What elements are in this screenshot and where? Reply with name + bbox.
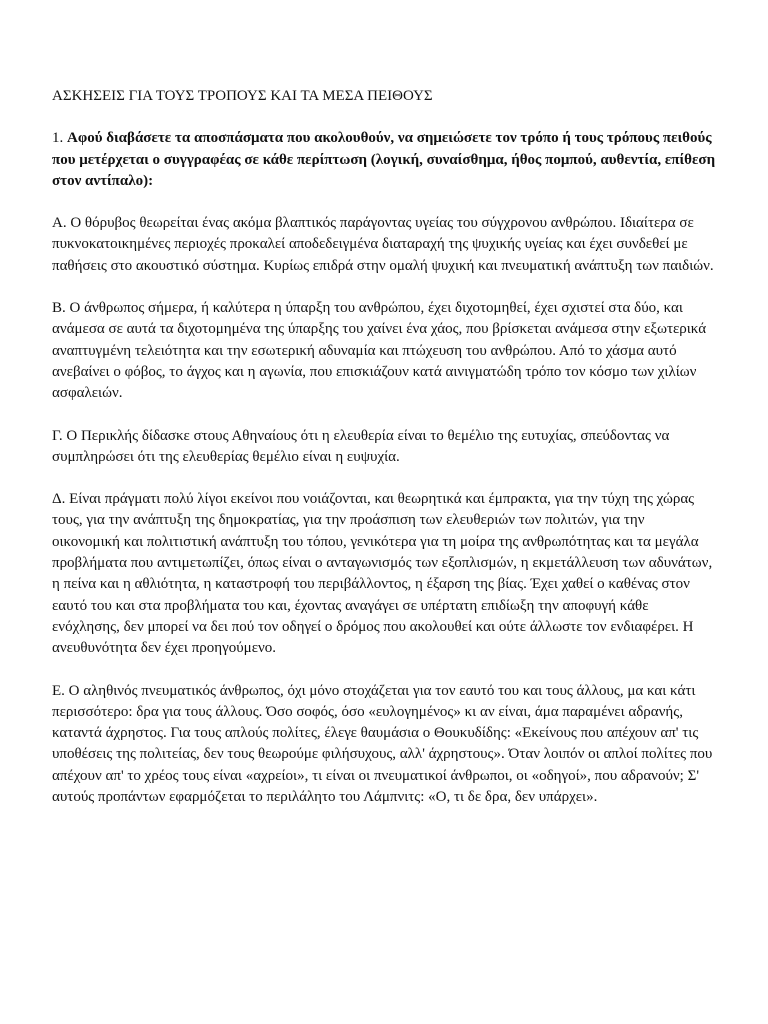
instruction-text: Αφού διαβάσετε τα αποσπάσματα που ακολουθούν, να σημειώσετε τον τρόπο ή τους τρόπους πειθούς που μετέρχεται ο συγγραφέας σε κάθε περίπτωση (λογική, συναίσθημα, ήθος πομπού, αυθεντία, επίθεση στον αντίπαλο): bbox=[52, 130, 716, 189]
paragraph-a: Α. Ο θόρυβος θεωρείται ένας ακόμα βλαπτικός παράγοντας υγείας του σύγχρονου ανθρώπου. Ιδιαίτερα σε πυκνοκατοικημένες περιοχές προκαλεί αποδεδειγμένα διαταραχή της ψυχικής υγείας και έχει συνδεθεί με παθήσεις στο ακουστικό σύστημα. Κυρίως επιδρά στην ομαλή ψυχική και πνευματική ανάπτυξη των παιδιών. bbox=[52, 215, 714, 274]
exercise-number: 1. bbox=[52, 130, 67, 147]
document-title: ΑΣΚΗΣΕΙΣ ΓΙΑ ΤΟΥΣ ΤΡΟΠΟΥΣ ΚΑΙ ΤΑ ΜΕΣΑ ΠΕΙΘΟΥΣ bbox=[52, 88, 433, 104]
paragraph-c: Γ. Ο Περικλής δίδασκε στους Αθηναίους ότι η ελευθερία είναι το θεμέλιο της ευτυχίας, σπεύδοντας να συμπληρώσει ότι της ελευθερίας θεμέλιο είναι η ευψυχία. bbox=[52, 427, 670, 465]
paragraph-d: Δ. Είναι πράγματι πολύ λίγοι εκείνοι που νοιάζονται, και θεωρητικά και έμπρακτα, για την τύχη της χώρας τους, για την ανάπτυξη της δημοκρατίας, για την προάσπιση των ελευθεριών των πολιτών, για την οικονομική και πολιτιστική ανάπτυξη του τόπου, γενικότερα για τη μοίρα της ανθρωπότητας και τα μεγάλα προβλήματα που αντιμετωπίζει, όπως είναι ο ανταγωνισμός των εξοπλισμών, η εκμετάλλευση των αδυνάτων, η πείνα και η αθλιότητα, η καταστροφή του περιβάλλοντος, η έξαρση της βίας. Έχει χαθεί ο καθένας στον εαυτό του και στα προβλήματα του και, έχοντας αναγάγει σε υπέρτατη επιδίωξη την αποφυγή κάθε ενόχλησης, δεν μπορεί να δει πού τον οδηγεί ο δρόμος που ακολουθεί και ούτε άλλωστε τον ενδιαφέρει. Η ανευθυνότητα δεν έχει προηγούμενο. bbox=[52, 491, 713, 657]
paragraph-b: Β. Ο άνθρωπος σήμερα, ή καλύτερα η ύπαρξη του ανθρώπου, έχει διχοτομηθεί, έχει σχιστεί στα δύο, και ανάμεσα σε αυτά τα διχοτομημένα της ύπαρξης του χαίνει ένα χάος, που βρίσκεται ανάμεσα στην εξωτερικά αναπτυγμένη τελειότητα και την εσωτερική αδυναμία και πτώχευση του ανθρώπου. Από το χάσμα αυτό ανεβαίνει ο φόβος, το άγχος και η αγωνία, που επισκιάζουν κατά αινιγματώδη τρόπο τον κόσμο των χιλίων ασφαλειών. bbox=[52, 300, 707, 402]
document-page bbox=[52, 86, 716, 829]
exercise-instruction bbox=[52, 128, 716, 192]
paragraph-e: Ε. Ο αληθινός πνευματικός άνθρωπος, όχι μόνο στοχάζεται για τον εαυτό του και τους άλλους, μα και κάτι περισσότερο: δρα για τους άλλους. Όσο σοφός, όσο «ευλογημένος» κι αν είναι, άμα παραμένει αδρανής, καταντά άχρηστος. Για τους απλούς πολίτες, έλεγε θαυμάσια ο Θουκυδίδης: «Εκείνους που απέχουν απ' τις υποθέσεις της πολιτείας, δεν τους θεωρούμε φιλήσυχους, αλλ' άχρηστους». Όταν λοιπόν οι απλοί πολίτες που απέχουν απ' το χρέος τους είναι «αχρείοι», τι είναι οι πνευματικοί άνθρωποι, οι «οδηγοί», που αδρανούν; Σ' αυτούς προπάντων εφαρμόζεται το περιλάλητο του Λάμπνιτς: «Ο, τι δε δρα, δεν υπάρχει». bbox=[52, 682, 713, 806]
